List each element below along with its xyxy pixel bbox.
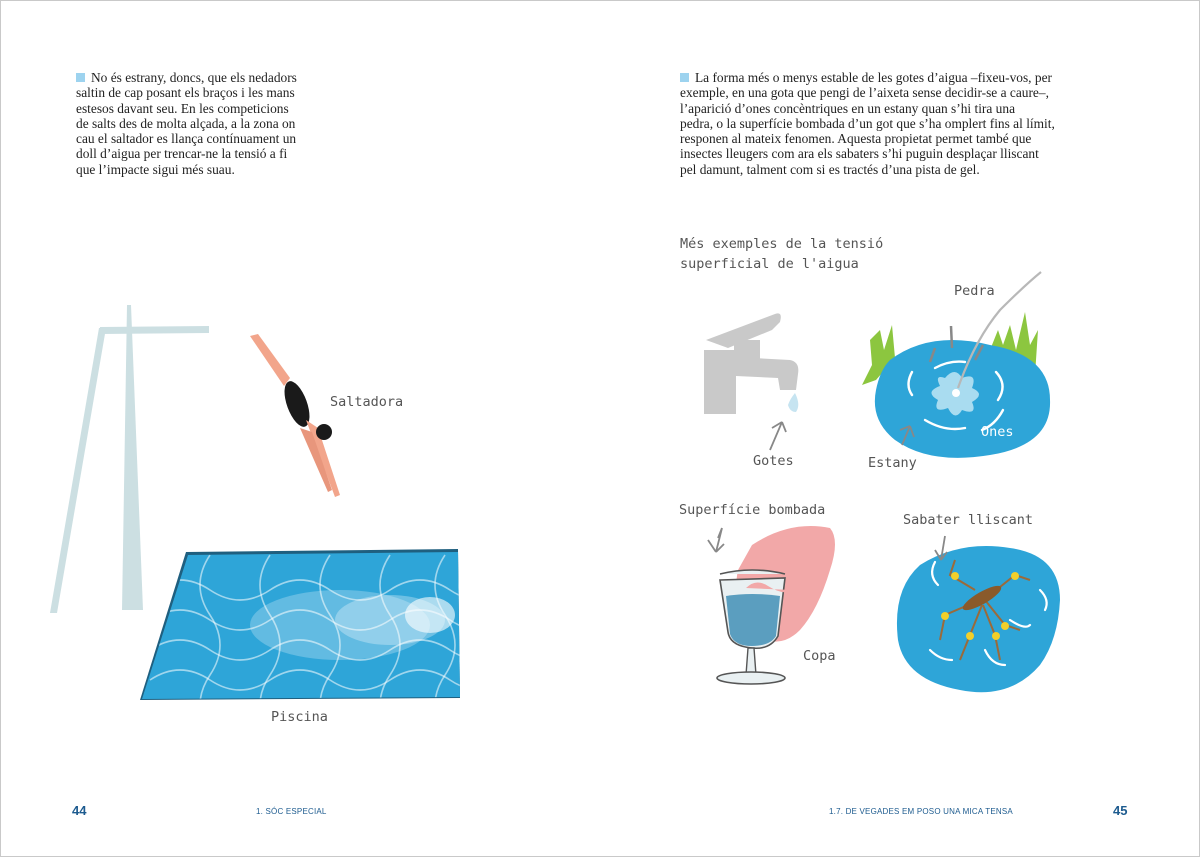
- right-paragraph-line: exemple, en una gota que pengi de l’aixeta sense decidir-se a caure–,: [680, 85, 1049, 101]
- label-sabater-lliscant: Sabater lliscant: [903, 512, 1034, 528]
- left-paragraph-line: saltin de cap posant els braços i les mans: [76, 85, 295, 101]
- label-saltadora: Saltadora: [330, 394, 404, 410]
- label-piscina: Piscina: [271, 709, 328, 725]
- left-paragraph-line: de salts des de molta alçada, a la zona on: [76, 115, 296, 131]
- examples-heading-line: superficial de l'aigua: [680, 256, 859, 272]
- pool-illustration: [140, 549, 510, 735]
- label-estany: Estany: [868, 455, 917, 471]
- left-paragraph-line: que l’impacte sigui més suau.: [76, 161, 235, 177]
- right-paragraph-line: pel damunt, talment com si es tractés d’una pista de gel.: [680, 161, 980, 177]
- right-paragraph-line: insectes lleugers com ara els sabaters s’hi puguin desplaçar lliscant: [680, 146, 1039, 162]
- water-strider-illustration: [897, 536, 1060, 692]
- examples-heading-line: Més exemples de la tensió: [680, 236, 884, 252]
- label-copa: Copa: [803, 648, 836, 664]
- page-number-right: 45: [1113, 803, 1128, 818]
- label-superficie-bombada: Superfície bombada: [679, 502, 826, 518]
- diver-illustration: [250, 334, 340, 497]
- left-paragraph-line: No és estrany, doncs, que els nedadors: [91, 70, 297, 85]
- left-paragraph-line: estesos davant seu. En les competicions: [76, 100, 289, 116]
- tap-illustration: [704, 313, 798, 450]
- page-number-left: 44: [72, 803, 87, 818]
- pond-illustration: [862, 272, 1050, 458]
- footer-right: 1.7. DE VEGADES EM POSO UNA MICA TENSA: [829, 807, 1013, 816]
- label-ones: Ones: [981, 424, 1014, 440]
- right-paragraph-line: La forma més o menys estable de les gotes d’aigua –fixeu-vos, per: [695, 70, 1052, 85]
- label-pedra: Pedra: [954, 283, 995, 299]
- left-paragraph-line: cau el saltador es llança contínuament un: [76, 131, 297, 147]
- right-paragraph-line: l’aparició d’ones concèntriques en un estany quan s’hi tira una: [680, 100, 1016, 116]
- footer-left: 1. SÓC ESPECIAL: [256, 807, 327, 816]
- right-paragraph-line: responen al mateix fenomen. Aquesta propietat permet també que: [680, 131, 1032, 147]
- label-gotes: Gotes: [753, 453, 794, 469]
- left-paragraph-line: doll d’aigua per trencar-ne la tensió a fi: [76, 146, 288, 162]
- right-paragraph-line: pedra, o la superfície bombada d’un got que s’ha omplert fins al límit,: [680, 115, 1055, 131]
